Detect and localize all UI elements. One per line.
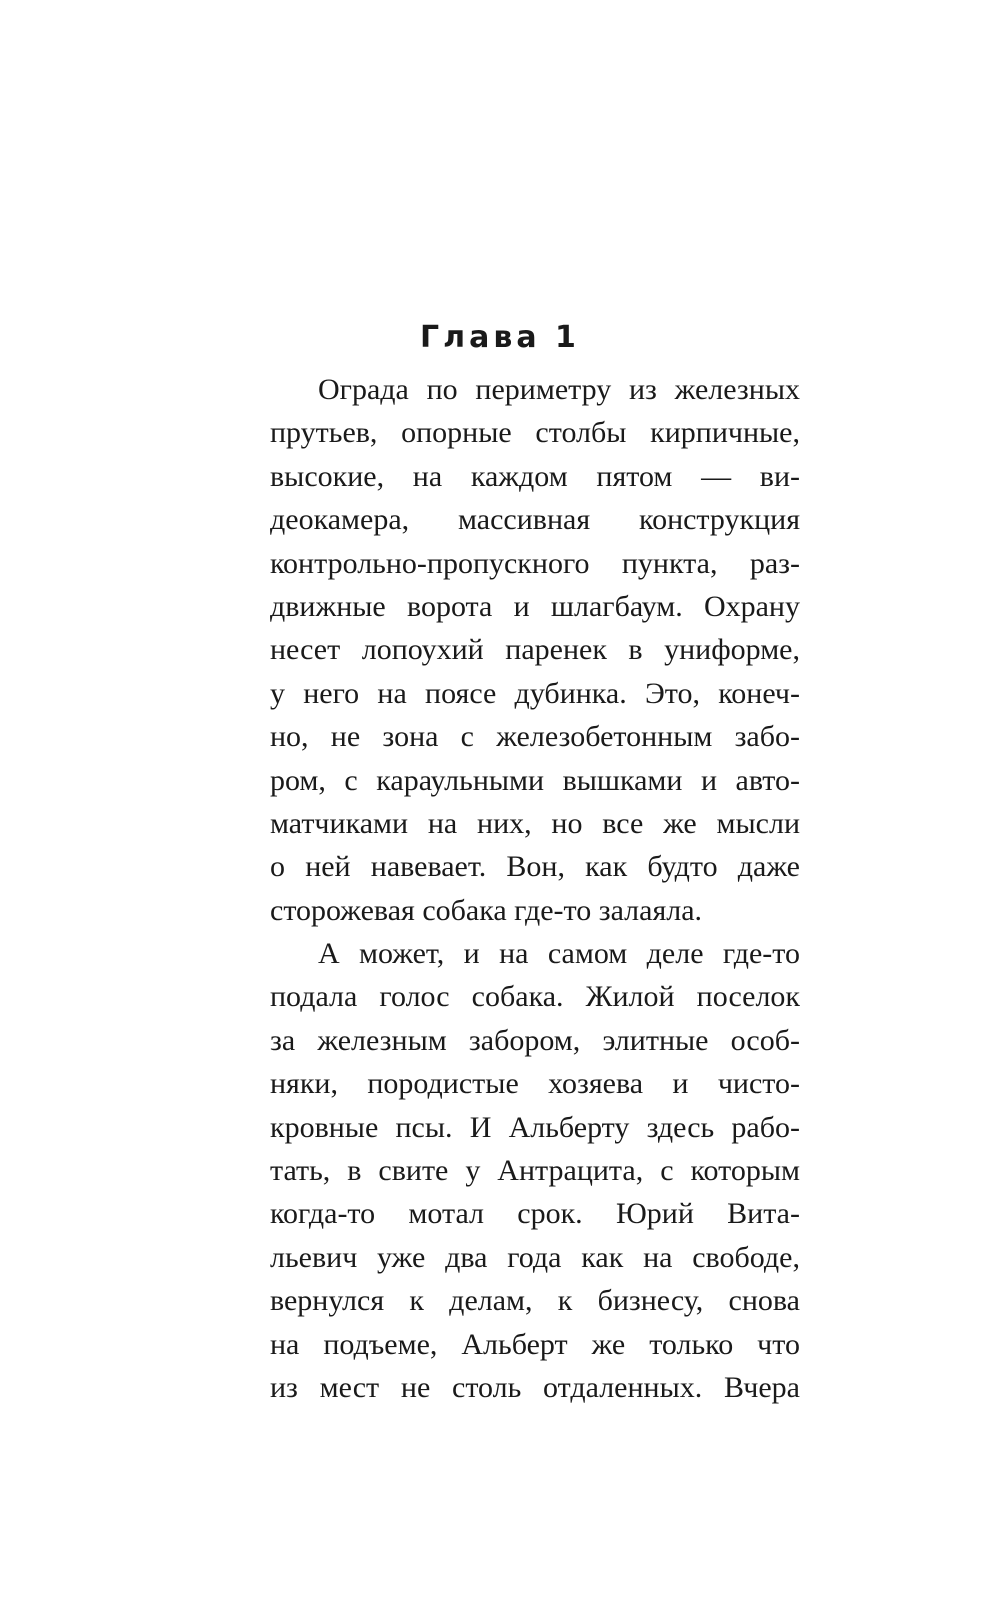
text-line: несет лопоухий паренек в униформе, (270, 633, 800, 667)
text-line: вернулся к делам, к бизнесу, снова (270, 1284, 800, 1318)
text-line: прутьев, опорные столбы кирпичные, (270, 416, 800, 450)
text-line: когда-то мотал срок. Юрий Вита- (270, 1197, 800, 1231)
text-line: льевич уже два года как на свободе, (270, 1240, 800, 1274)
text-line: ром, с караульными вышками и авто- (270, 763, 800, 797)
text-line: о ней навевает. Вон, как будто даже (270, 850, 800, 884)
paragraph (270, 932, 800, 1409)
text-line: но, не зона с железобетонным забо- (270, 720, 800, 754)
text-line: из мест не столь отдаленных. Вчера (270, 1370, 800, 1404)
text-line: контрольно-пропускного пункта, раз- (270, 546, 800, 580)
body-text (270, 368, 800, 1409)
chapter-title: Глава 1 (420, 320, 580, 355)
text-line: подала голос собака. Жилой поселок (270, 980, 800, 1014)
text-line: на подъеме, Альберт же только что (270, 1327, 800, 1361)
text-line: у него на поясе дубинка. Это, конеч- (270, 676, 800, 710)
text-line: тать, в свите у Антрацита, с которым (270, 1154, 800, 1188)
text-line: матчиками на них, но все же мысли (270, 806, 800, 840)
text-line: высокие, на каждом пятом — ви- (270, 459, 800, 493)
text-line: няки, породистые хозяева и чисто- (270, 1067, 800, 1101)
text-line: за железным забором, элитные особ- (270, 1023, 800, 1057)
paragraph (270, 368, 800, 932)
text-line: Ограда по периметру из железных (318, 373, 800, 406)
text-line: деокамера, массивная конструкция (270, 503, 800, 537)
text-line: кровные псы. И Альберту здесь рабо- (270, 1110, 800, 1144)
text-line: А может, и на самом деле где-то (318, 937, 800, 971)
text-line: сторожевая собака где-то залаяла. (270, 893, 703, 927)
text-line: движные ворота и шлагбаум. Охрану (270, 589, 800, 623)
